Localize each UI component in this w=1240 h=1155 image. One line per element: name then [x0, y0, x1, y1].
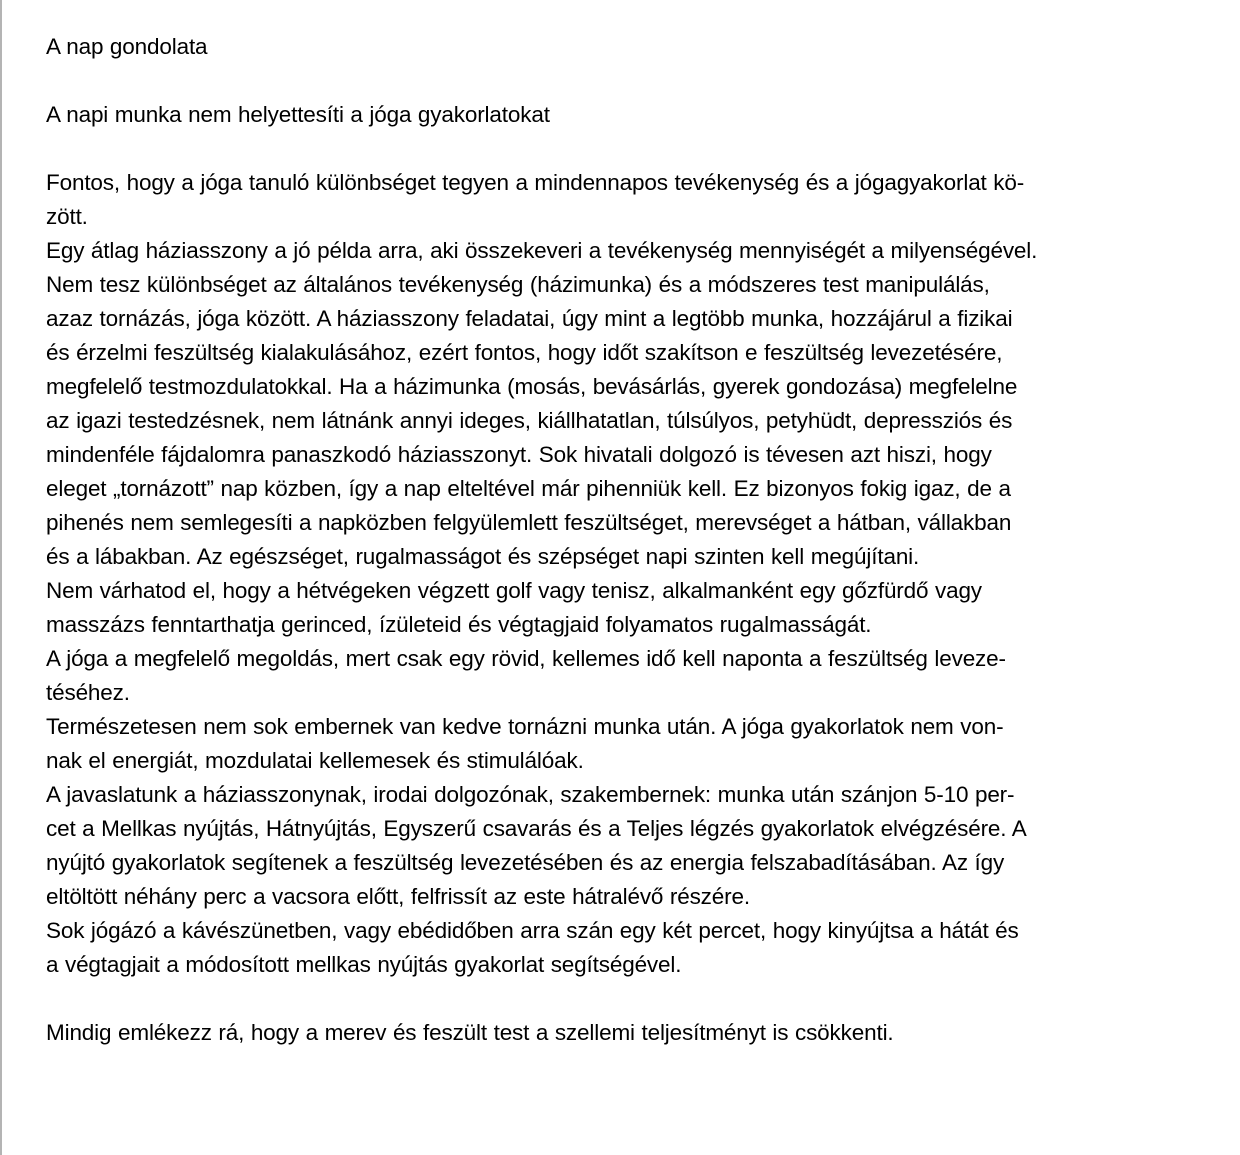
page-left-edge [0, 0, 2, 1155]
spacer [46, 982, 1216, 1016]
text-line: megfelelő testmozdulatokkal. Ha a házimunka (mosás, bevásárlás, gyerek gondozása) megfelelne [46, 374, 1018, 399]
text-line: eleget „tornázott” nap közben, így a nap elteltével már pihenniük kell. Ez bizonyos fokig igaz, de a [46, 476, 1011, 501]
text-line: nak el energiát, mozdulatai kellemesek és stimulálóak. [46, 748, 584, 773]
spacer [46, 64, 1216, 98]
text-line: Nem várhatod el, hogy a hétvégeken végzett golf vagy tenisz, alkalmanként egy gőzfürdő vagy [46, 578, 982, 603]
text-line: nyújtó gyakorlatok segítenek a feszültség levezetésében és az energia felszabadításában. Az így [46, 850, 1005, 875]
text-line: és a lábakban. Az egészséget, rugalmasságot és szépséget napi szinten kell megújítani. [46, 544, 920, 569]
text-line: azaz tornázás, jóga között. A háziasszony feladatai, úgy mint a legtöbb munka, hozzájárul a fizikai [46, 306, 1013, 331]
text-line: zött. [46, 204, 88, 229]
text-line: Természetesen nem sok embernek van kedve tornázni munka után. A jóga gyakorlatok nem von- [46, 714, 1004, 739]
text-line: mindenféle fájdalomra panaszkodó háziasszonyt. Sok hivatali dolgozó is tévesen azt hiszi, hogy [46, 442, 992, 467]
text-line: masszázs fenntarthatja gerinced, ízületeid és végtagjaid folyamatos rugalmasságát. [46, 612, 872, 637]
spacer [46, 132, 1216, 166]
text-line: a végtagjait a módosított mellkas nyújtás gyakorlat segítségével. [46, 952, 682, 977]
text-line: az igazi testedzésnek, nem látnánk annyi ideges, kiállhatatlan, túlsúlyos, petyhüdt, depressziós és [46, 408, 1013, 433]
text-line: Sok jógázó a kávészünetben, vagy ebédidőben arra szán egy két percet, hogy kinyújtsa a hátát és [46, 918, 1019, 943]
text-line: és érzelmi feszültség kialakulásához, ezért fontos, hogy időt szakítson e feszültség levezetésére, [46, 340, 1003, 365]
text-line: A javaslatunk a háziasszonynak, irodai dolgozónak, szakembernek: munka után szánjon 5-10 per- [46, 782, 1015, 807]
closing-line: Mindig emlékezz rá, hogy a merev és feszült test a szellemi teljesítményt is csökkenti. [46, 1020, 894, 1045]
document-body [46, 30, 1216, 1050]
text-line: Fontos, hogy a jóga tanuló különbséget tegyen a mindennapos tevékenység és a jógagyakorlat kö- [46, 170, 1025, 195]
document-subtitle: A napi munka nem helyettesíti a jóga gyakorlatokat [46, 102, 550, 127]
text-line: Nem tesz különbséget az általános tevékenység (házimunka) és a módszeres test manipulálás, [46, 272, 990, 297]
text-line: cet a Mellkas nyújtás, Hátnyújtás, Egyszerű csavarás és a Teljes légzés gyakorlatok elvégzésére. A [46, 816, 1027, 841]
main-paragraph [46, 166, 1216, 982]
document-title: A nap gondolata [46, 34, 208, 59]
text-line: téséhez. [46, 680, 130, 705]
text-line: pihenés nem semlegesíti a napközben felgyülemlett feszültséget, merevséget a hátban, vállakban [46, 510, 1012, 535]
text-line: A jóga a megfelelő megoldás, mert csak egy rövid, kellemes idő kell naponta a feszültség leveze- [46, 646, 1006, 671]
text-line: Egy átlag háziasszony a jó példa arra, aki összekeveri a tevékenység mennyiségét a milyenségével. [46, 238, 1038, 263]
text-line: eltöltött néhány perc a vacsora előtt, felfrissít az este hátralévő részére. [46, 884, 750, 909]
